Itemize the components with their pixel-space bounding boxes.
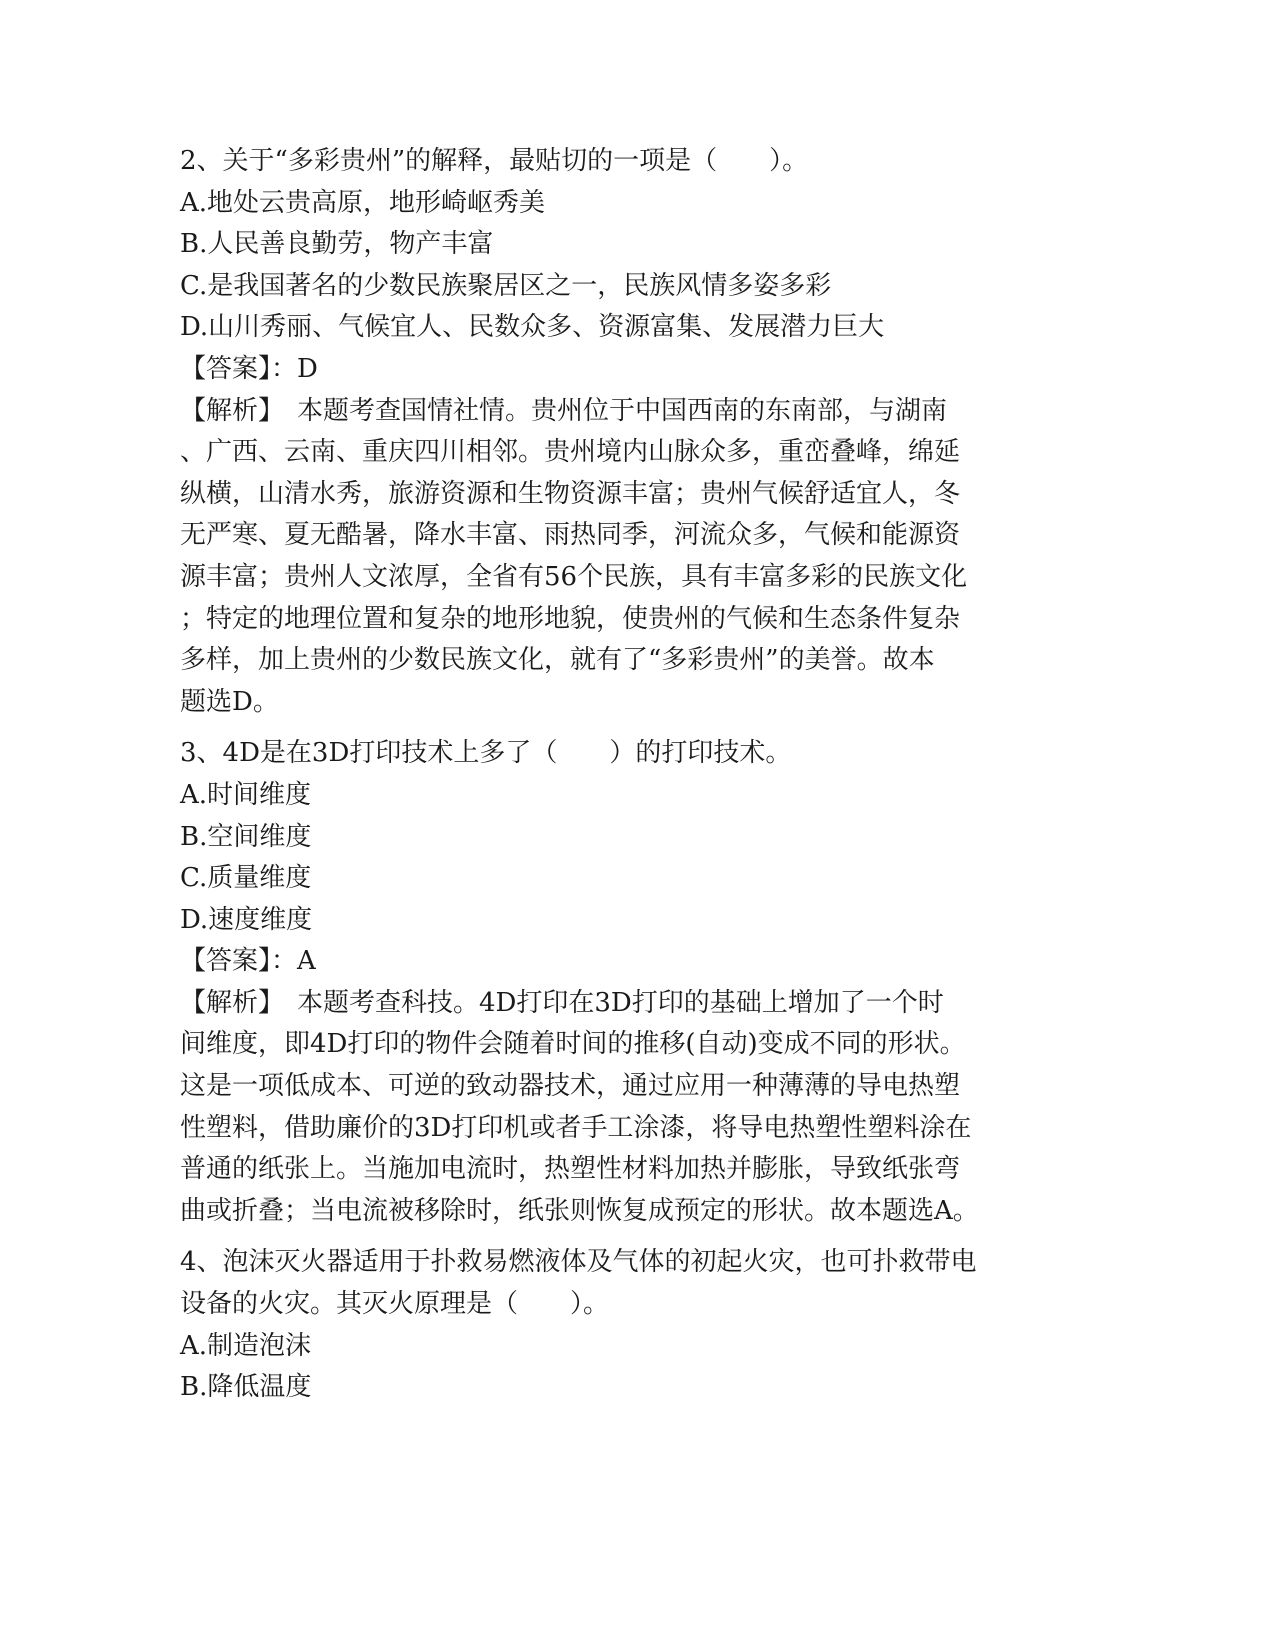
analysis-line: 曲或折叠；当电流被移除时，纸张则恢复成预定的形状。故本题选A。 (180, 1195, 979, 1226)
analysis-line: ；特定的地理位置和复杂的地形地貌，使贵州的气候和生态条件复杂 (180, 603, 961, 634)
answer-line: 【答案】：D (180, 353, 318, 384)
question-gap (180, 1232, 1060, 1242)
option-c: C.质量维度 (180, 863, 312, 894)
analysis-line: 间维度，即4D打印的物件会随着时间的推移(自动)变成不同的形状。 (180, 1029, 966, 1060)
analysis-line: 普通的纸张上。当施加电流时，热塑性材料加热并膨胀，导致纸张弯 (180, 1154, 961, 1185)
analysis (180, 983, 1060, 1233)
option-d: D.速度维度 (180, 904, 313, 935)
option-b: B.空间维度 (180, 821, 312, 852)
question-stem: 2、关于“多彩贵州”的解释，最贴切的一项是（ ）。 (180, 146, 809, 176)
analysis (180, 391, 1060, 724)
question-stem: 设备的火灾。其灭火原理是（ ）。 (180, 1289, 610, 1320)
analysis-line: 这是一项低成本、可逆的致动器技术，通过应用一种薄薄的导电热塑 (180, 1071, 961, 1102)
option-a: A.时间维度 (180, 779, 312, 810)
question-2 (180, 141, 1060, 723)
option-a: A.制造泡沫 (180, 1330, 312, 1361)
answer-line: 【答案】：A (180, 946, 316, 977)
analysis-line: 题选D。 (180, 686, 279, 717)
question-stem: 4、泡沫灭火器适用于扑救易燃液体及气体的初起火灾，也可扑救带电 (180, 1247, 977, 1278)
question-4 (180, 1242, 1060, 1408)
question-stem: 3、4D是在3D打印技术上多了（ ）的打印技术。 (180, 738, 792, 769)
question-3 (180, 733, 1060, 1232)
question-gap (180, 723, 1060, 733)
option-c: C.是我国著名的少数民族聚居区之一，民族风情多姿多彩 (180, 270, 832, 301)
analysis-line: 【解析】 本题考查国情社情。贵州位于中国西南的东南部，与湖南 (180, 395, 948, 426)
analysis-line: 、广西、云南、重庆四川相邻。贵州境内山脉众多，重峦叠峰，绵延 (180, 437, 961, 468)
analysis-line: 多样，加上贵州的少数民族文化，就有了“多彩贵州”的美誉。故本 (180, 645, 935, 676)
analysis-line: 源丰富；贵州人文浓厚，全省有56个民族，具有丰富多彩的民族文化 (180, 561, 968, 592)
analysis-line: 纵横，山清水秀，旅游资源和生物资源丰富；贵州气候舒适宜人，冬 (180, 478, 961, 509)
option-d: D.山川秀丽、气候宜人、民数众多、资源富集、发展潜力巨大 (180, 312, 885, 343)
analysis-line: 性塑料，借助廉价的3D打印机或者手工涂漆，将导电热塑性塑料涂在 (180, 1112, 972, 1143)
option-b: B.降低温度 (180, 1372, 312, 1403)
document-page (180, 141, 1060, 1409)
option-a: A.地处云贵高原，地形崎岖秀美 (180, 187, 546, 218)
analysis-line: 无严寒、夏无酷暑，降水丰富、雨热同季，河流众多，气候和能源资 (180, 520, 961, 551)
analysis-line: 【解析】 本题考查科技。4D打印在3D打印的基础上增加了一个时 (180, 987, 944, 1018)
option-b: B.人民善良勤劳，物产丰富 (180, 229, 494, 260)
